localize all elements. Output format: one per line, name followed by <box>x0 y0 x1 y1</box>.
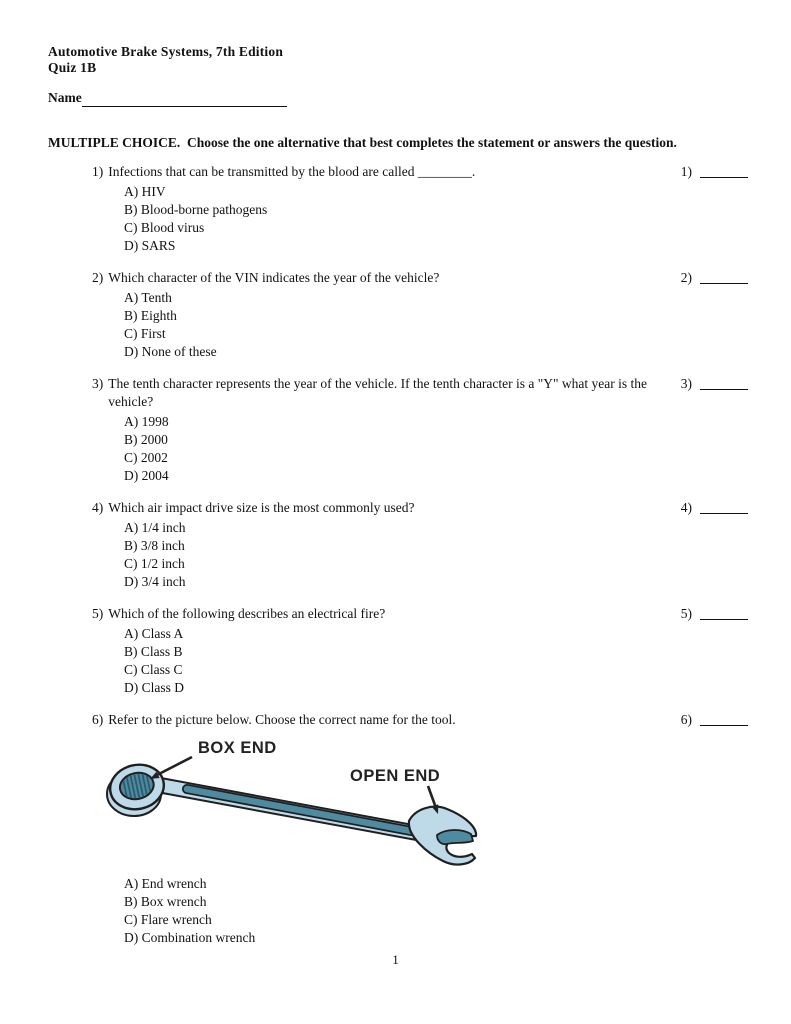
answer-blank-line <box>700 375 748 390</box>
question-number: 4) <box>92 500 104 515</box>
question-text: Infections that can be transmitted by the blood are called ________. <box>108 164 476 179</box>
question-3-row <box>92 375 748 411</box>
option-d: D) Class D <box>124 680 184 695</box>
question-4 <box>92 499 748 591</box>
shaft-stripe <box>187 789 411 831</box>
answer-number: 3) <box>680 376 692 391</box>
name-row <box>48 89 748 107</box>
name-label: Name <box>48 90 82 105</box>
question-number: 6) <box>92 712 104 727</box>
question-5-row <box>92 605 748 623</box>
answer-slot-1 <box>681 163 748 181</box>
question-text: Refer to the picture below. Choose the correct name for the tool. <box>108 712 456 727</box>
question-3-text <box>92 375 658 411</box>
question-5 <box>92 605 748 697</box>
options-2 <box>92 289 748 361</box>
answer-slot-2 <box>681 269 748 287</box>
option-b: B) 3/8 inch <box>124 538 185 553</box>
options-5 <box>92 625 748 697</box>
box-end-label: BOX END <box>198 739 277 757</box>
option-a: A) 1/4 inch <box>124 520 186 535</box>
wrench-figure <box>95 732 515 872</box>
options-6 <box>92 875 748 947</box>
question-number: 3) <box>92 376 104 391</box>
question-number: 2) <box>92 270 104 285</box>
option-c: C) 1/2 inch <box>124 556 185 571</box>
option-b: B) Blood-borne pathogens <box>124 202 268 217</box>
option-a: A) 1998 <box>124 414 169 429</box>
question-text: The tenth character represents the year of the vehicle. If the tenth character is a "Y" what year is the vehicle? <box>108 376 648 409</box>
page-number: 1 <box>392 952 399 967</box>
combination-wrench-illustration <box>95 732 515 872</box>
box-end-arrow <box>155 757 192 776</box>
answer-slot-3 <box>681 375 748 393</box>
option-b: B) Class B <box>124 644 183 659</box>
answer-number: 1) <box>680 164 692 179</box>
question-text: Which air impact drive size is the most commonly used? <box>108 500 415 515</box>
option-d: D) 2004 <box>124 468 169 483</box>
option-a: A) End wrench <box>124 876 207 891</box>
option-c: C) Class C <box>124 662 183 677</box>
answer-blank-line <box>700 711 748 726</box>
answer-number: 2) <box>680 270 692 285</box>
quiz-number: Quiz 1B <box>48 60 97 75</box>
document-title: Automotive Brake Systems, 7th Edition <box>48 44 284 59</box>
answer-number: 5) <box>680 606 692 621</box>
option-b: B) 2000 <box>124 432 168 447</box>
question-list <box>92 163 748 947</box>
question-4-row <box>92 499 748 517</box>
question-1-row <box>92 163 748 181</box>
question-4-text <box>92 499 658 517</box>
question-6 <box>92 711 748 947</box>
option-b: B) Box wrench <box>124 894 207 909</box>
option-c: C) 2002 <box>124 450 168 465</box>
option-a: A) Class A <box>124 626 184 641</box>
document-body <box>48 44 748 961</box>
open-end-label: OPEN END <box>350 767 441 785</box>
question-text: Which character of the VIN indicates the year of the vehicle? <box>108 270 440 285</box>
question-5-text <box>92 605 658 623</box>
question-number: 1) <box>92 164 104 179</box>
answer-slot-6 <box>681 711 748 729</box>
question-1-text <box>92 163 658 181</box>
option-a: A) Tenth <box>124 290 172 305</box>
question-1 <box>92 163 748 255</box>
option-d: D) Combination wrench <box>124 930 256 945</box>
question-2-row <box>92 269 748 287</box>
answer-blank-line <box>700 605 748 620</box>
answer-number: 4) <box>680 500 692 515</box>
answer-slot-5 <box>681 605 748 623</box>
answer-blank-line <box>700 269 748 284</box>
answer-blank-line <box>700 163 748 178</box>
question-number: 5) <box>92 606 104 621</box>
option-b: B) Eighth <box>124 308 177 323</box>
options-1 <box>92 183 748 255</box>
option-a: A) HIV <box>124 184 166 199</box>
question-3 <box>92 375 748 485</box>
question-6-row <box>92 711 748 729</box>
option-c: C) First <box>124 326 166 341</box>
options-3 <box>92 413 748 485</box>
question-2-text <box>92 269 658 287</box>
option-d: D) SARS <box>124 238 176 253</box>
open-end-arrow <box>428 786 436 808</box>
answer-blank-line <box>700 499 748 514</box>
options-4 <box>92 519 748 591</box>
question-2 <box>92 269 748 361</box>
answer-number: 6) <box>680 712 692 727</box>
question-text: Which of the following describes an electrical fire? <box>108 606 386 621</box>
option-c: C) Blood virus <box>124 220 205 235</box>
open-end-jaw-face <box>437 830 473 844</box>
question-6-text <box>92 711 658 729</box>
section-instructions: MULTIPLE CHOICE. Choose the one alternative that best completes the statement or answers the question. <box>48 135 677 150</box>
option-c: C) Flare wrench <box>124 912 212 927</box>
option-d: D) 3/4 inch <box>124 574 186 589</box>
answer-slot-4 <box>681 499 748 517</box>
name-blank-line <box>82 93 287 107</box>
option-d: D) None of these <box>124 344 217 359</box>
